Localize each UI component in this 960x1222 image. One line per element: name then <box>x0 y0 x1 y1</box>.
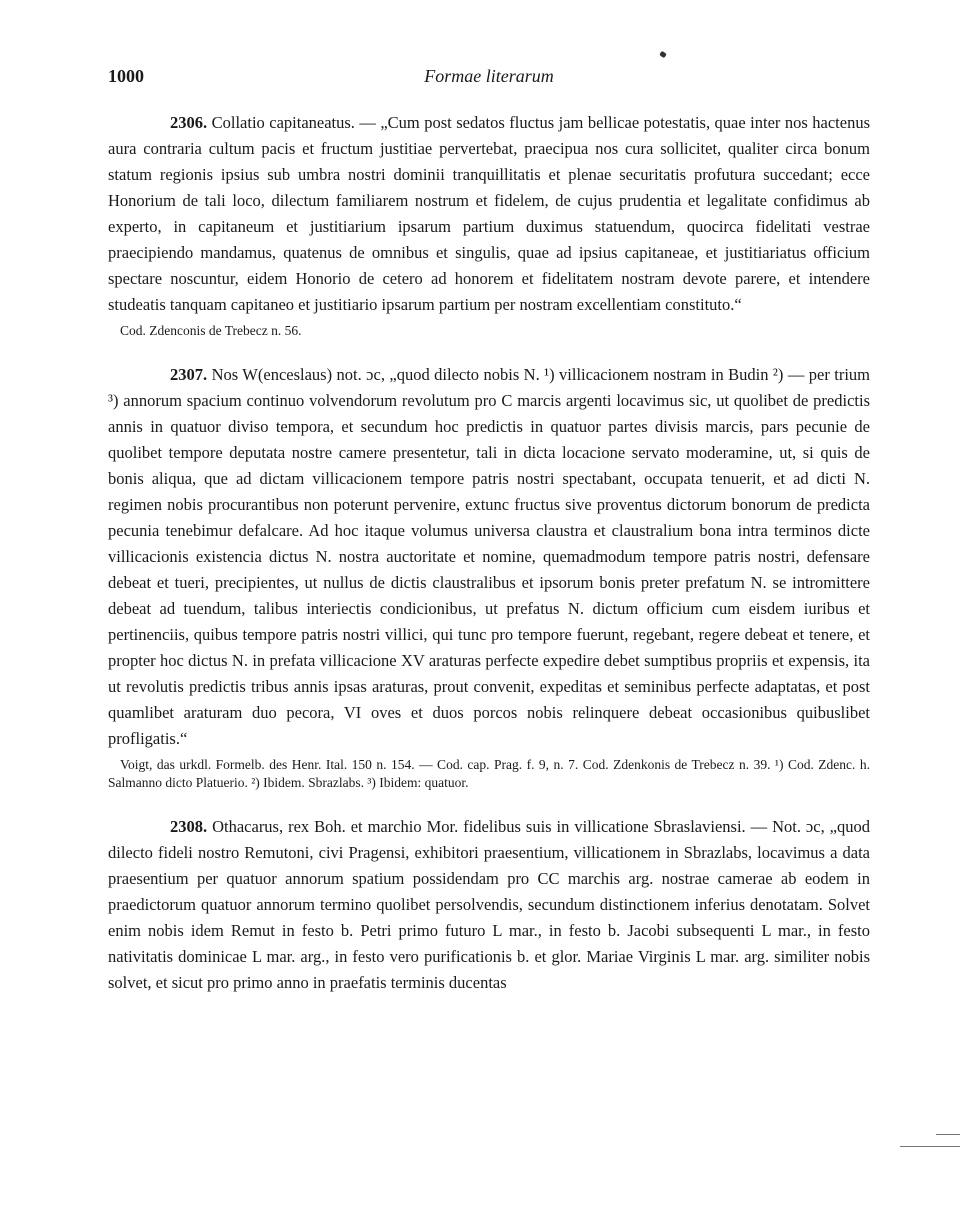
entry-2306 <box>108 110 870 340</box>
entry-body: Nos W(enceslaus) not. ɔc, „quod dilecto nobis N. ¹) villicacionem nostram in Budin ²) — per trium ³) annorum spacium continuo volvendorum revolutum pro C marcis argenti locavimus sic, ut quolibet de predictis annis in quatuor diviso tempora, et secundum hoc predictis in quatuor partes divisis marcis, pars pecunie de quolibet tempore deputata nostre camere presentetur, tali in dicta locacione servato moderamine, ut, si quis de bonis aliqua, que ad dictam villicacionem tempore patris nostri spectabant, occupata tenuerit, et ad dicti N. regimen nobis procurantibus non poterunt pervenire, extunc fructus sive proventus dictorum bonorum de predicta pecunia tenebimur defalcare. Ad hoc itaque volumus universa claustra et claustralium bona intra terminos dicte villicacionis existencia dictus N. nostra auctoritate et nomine, quemadmodum tempore patris nostri, defensare debeat et tueri, precipientes, ut nullus de dictis claustralibus et ipsorum bonis preter prefatum N. se intromittere debeat ad tuendum, talibus interiectis condicionibus, ut prefatus N. dictum officium cum eisdem iuribus et pertinenciis, quibus tempore patris nostri villici, qui tunc pro tempore fuerunt, regebant, regere debeat et tenere, et propter hoc dictus N. in prefata villicacione XV araturas perfecte expedire debet sumptibus propriis et expensis, ita ut revolutis predictis tribus annis ipsas araturas, prout convenit, expeditas et seminibus perfecte adaptatas, et post quamlibet araturam duo pecora, VI oves et duos porcos nobis relinquere debeat occasionibus quibuslibet profligatis.“ <box>108 365 871 748</box>
document-page <box>108 62 870 996</box>
running-head <box>108 62 870 92</box>
entry-body: Collatio capitaneatus. — „Cum post sedatos fluctus jam bellicae potestatis, quae inter nos hactenus aura contraria cultum pacis et fructum justitiae pervertebat, praecipua nos cura sollicitet, qualiter circa bonum statum regionis ipsius sub umbra nostri dominii tranquillitatis et plenae securitatis profutura succedant; ecce Honorium de tali loco, dilectum familiarem nostrum et fidelem, de cujus prudentia et legalitate confidimus ab experto, in capitaneum et justitiarium ipsarum partium duximus statuendum, quocirca fidelitati vestrae praecipiendo mandamus, quatenus de omnibus et singulis, quae ad ipsius capitaneae, et justitiariatus officium spectare noscuntur, eidem Honorio de cetero ad honorem et fidelitatem nostram devote parere, et intendere studeatis tanquam capitaneo et justitiario ipsarum partium per nostram excellentiam constituto.“ <box>108 113 870 314</box>
entry-text <box>108 814 870 996</box>
entry-source: Cod. Zdenconis de Trebecz n. 56. <box>120 323 302 338</box>
entry-text <box>108 362 870 752</box>
page-number: 1000 <box>108 66 144 86</box>
entry-number: 2307. <box>170 365 208 384</box>
entry-2307 <box>108 362 870 792</box>
entry-number: 2306. <box>170 113 208 132</box>
running-title: Formae literarum <box>424 66 554 86</box>
stray-ink-mark <box>659 51 667 59</box>
entry-source: Voigt, das urkdl. Formelb. des Henr. Ital. 150 n. 154. — Cod. cap. Prag. f. 9, n. 7. Cod. Zdenkonis de Trebecz n. 39. ¹) Cod. Zdenc. h. Salmanno dicto Platuerio. ²) Ibidem. Sbrazlabs. ³) Ibidem: quatuor. <box>108 757 870 790</box>
entry-2308 <box>108 814 870 996</box>
entry-text <box>108 110 870 318</box>
entry-number: 2308. <box>170 817 208 836</box>
edge-scan-line <box>936 1134 960 1135</box>
entry-body: Othacarus, rex Boh. et marchio Mor. fidelibus suis in villicatione Sbraslaviensi. — Not. ɔc, „quod dilecto fideli nostro Remutoni, civi Pragensi, exhibitori praesentium, villicationem in Sbrazlabs, locavimus a data praesentium per quatuor annorum spatium possidendam pro CC marchis arg. nostrae camerae ab eodem in praedictorum quatuor annorum termino quolibet persolvendis, secundum distinctionem inferius denotatam. Solvet enim nobis idem Remut in festo b. Petri primo futuro L mar., in festo b. Jacobi subsequenti L mar., in festo nativitatis dominicae L mar. arg., in festo vero purificationis b. et glor. Mariae Virginis L mar. arg. similiter nobis solvet, et sicut pro primo anno in praefatis terminis ducentas <box>108 817 870 992</box>
edge-scan-line <box>900 1146 960 1147</box>
